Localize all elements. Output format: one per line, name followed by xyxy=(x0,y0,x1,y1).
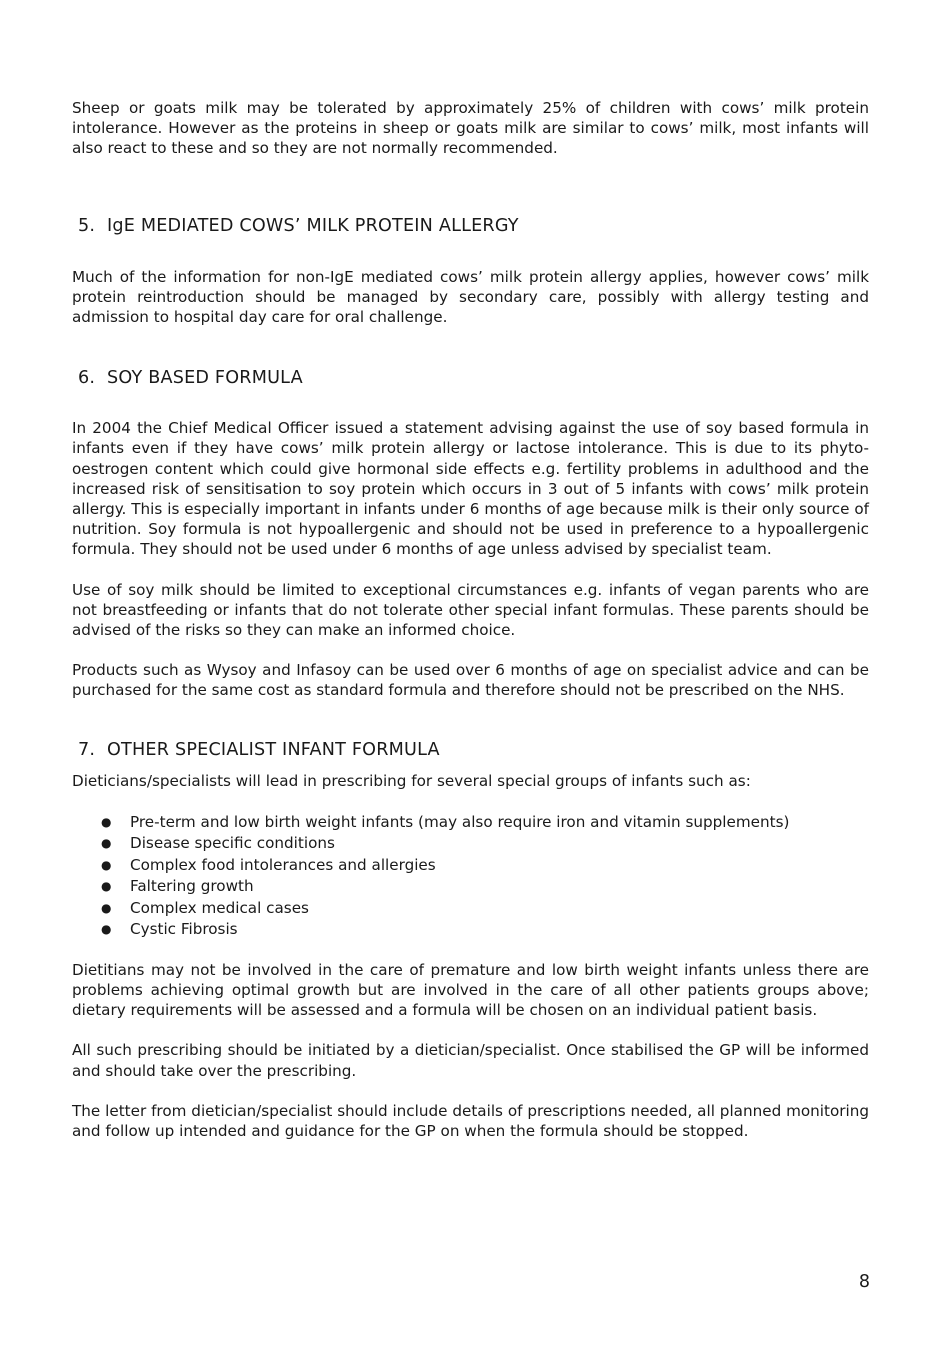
section-5-number: 5. xyxy=(78,215,96,236)
bullet-icon: ● xyxy=(101,879,112,894)
section-7-paragraph-1: Dietitians may not be involved in the care of premature and low birth weight infants unless there are problems achieving optimal growth but are involved in the care of all other patients groups above; dietary requirements will be assessed and a formula will be chosen on an individual patient basis. xyxy=(72,960,869,1020)
list-item: ● Cystic Fibrosis xyxy=(72,919,869,941)
bullet-icon: ● xyxy=(101,814,112,829)
list-item: ● Pre-term and low birth weight infants (may also require iron and vitamin supplements) xyxy=(72,812,869,834)
list-item: ● Complex medical cases xyxy=(72,898,869,920)
section-6-title: SOY BASED FORMULA xyxy=(107,368,303,389)
section-5-heading xyxy=(72,215,869,237)
bullet-icon: ● xyxy=(101,900,112,915)
bullet-icon: ● xyxy=(101,857,112,872)
page-number: 8 xyxy=(858,1272,870,1292)
list-item: ● Disease specific conditions xyxy=(72,833,869,855)
section-7-number: 7. xyxy=(78,739,96,760)
list-item: ● Complex food intolerances and allergies xyxy=(72,855,869,877)
section-5-title: IgE MEDIATED COWS’ MILK PROTEIN ALLERGY xyxy=(107,215,519,236)
section-7-lead: Dieticians/specialists will lead in prescribing for several special groups of infants such as: xyxy=(72,771,751,790)
bullet-icon: ● xyxy=(101,836,112,851)
section-5-paragraph: Much of the information for non-IgE mediated cows’ milk protein allergy applies, however cows’ milk protein reintroduction should be managed by secondary care, possibly with allergy testing and admission to hospital day care for oral challenge. xyxy=(72,267,869,327)
special-groups-list xyxy=(72,812,869,941)
section-6-number: 6. xyxy=(78,368,96,389)
document-page xyxy=(72,98,869,1141)
section-7-paragraph-3: The letter from dietician/specialist should include details of prescriptions needed, all planned monitoring and follow up intended and guidance for the GP on when the formula should be stopped. xyxy=(72,1101,869,1141)
bullet-icon: ● xyxy=(101,922,112,937)
section-6-heading xyxy=(72,367,869,389)
section-7-paragraph-2: All such prescribing should be initiated by a dietician/specialist. Once stabilised the GP will be informed and should take over the prescribing. xyxy=(72,1041,869,1080)
section-7-title: OTHER SPECIALIST INFANT FORMULA xyxy=(107,739,440,760)
list-item: ● Faltering growth xyxy=(72,876,869,898)
section-7-heading xyxy=(72,739,869,761)
section-6-paragraph-1: In 2004 the Chief Medical Officer issued a statement advising against the use of soy based formula in infants even if they have cows’ milk protein allergy or lactose intolerance. This is due to its phyto-oestrogen content which could give hormonal side effects e.g. fertility problems in adulthood and the increased risk of sensitisation to soy protein which occurs in 3 out of 5 infants with cows’ milk protein allergy. This is especially important in infants under 6 months of age because milk is their only source of nutrition. Soy formula is not hypoallergenic and should not be used in preference to a hypoallergenic formula. They should not be used under 6 months of age unless advised by specialist team. xyxy=(72,419,869,559)
section-6-paragraph-3: Products such as Wysoy and Infasoy can be used over 6 months of age on specialist advice and can be purchased for the same cost as standard formula and therefore should not be prescribed on the NHS. xyxy=(72,661,869,700)
intro-paragraph: Sheep or goats milk may be tolerated by approximately 25% of children with cows’ milk protein intolerance. However as the proteins in sheep or goats milk are similar to cows’ milk, most infants will also react to these and so they are not normally recommended. xyxy=(72,99,869,158)
section-6-paragraph-2: Use of soy milk should be limited to exceptional circumstances e.g. infants of vegan parents who are not breastfeeding or infants that do not tolerate other special infant formulas. These parents should be advised of the risks so they can make an informed choice. xyxy=(72,580,869,640)
